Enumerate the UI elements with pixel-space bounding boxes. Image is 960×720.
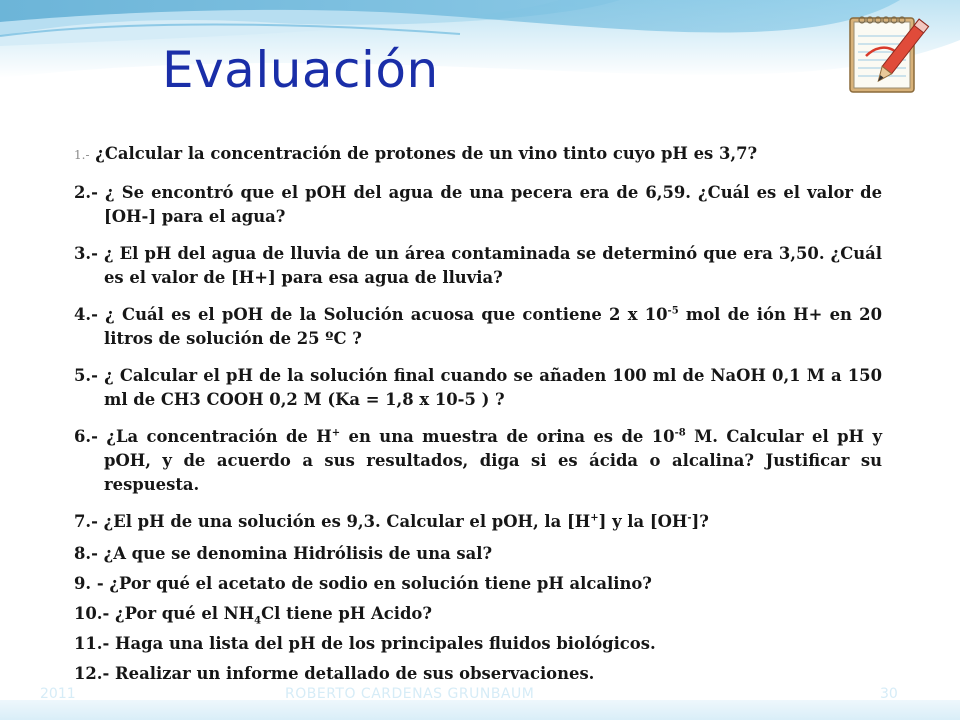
question-number: 1.-	[74, 148, 90, 162]
question-text: ¿ Calcular el pH de la solución final cuando se añaden 100 ml de NaOH 0,1 M a 150 ml de CH3 COOH 0,2 M (Ka = 1,8 x 10-5 ) ?	[104, 366, 882, 409]
question-text: Realizar un informe detallado de sus observaciones.	[115, 664, 595, 683]
question-text: ] y la [OH	[598, 512, 688, 531]
question-number: 11.-	[74, 634, 110, 653]
subscript: 4	[254, 615, 262, 627]
slide-title: Evaluación	[162, 41, 439, 99]
question-text: ¿ El pH del agua de lluvia de un área contaminada se determinó que era 3,50. ¿Cuál es el valor de [H+] para esa agua de lluvia?	[104, 244, 883, 287]
question-item	[74, 303, 882, 351]
question-number: 3.-	[74, 244, 98, 263]
question-item	[74, 542, 882, 566]
notepad-pencil-icon	[846, 10, 936, 98]
footer-year: 2011	[40, 686, 76, 702]
question-text: Cl tiene pH Acido?	[261, 604, 432, 623]
question-text: ¿ Se encontró que el pOH del agua de una pecera era de 6,59. ¿Cuál es el valor de [OH-] para el agua?	[104, 183, 882, 226]
question-text: ¿A que se denomina Hidrólisis de una sal?	[103, 544, 493, 563]
question-text: ¿La concentración de H	[106, 427, 332, 446]
footer-author: ROBERTO CARDENAS GRUNBAUM	[285, 686, 535, 702]
question-text: ¿Calcular la concentración de protones de un vino tinto cuyo pH es 3,7?	[95, 144, 758, 163]
superscript: +	[590, 512, 599, 524]
question-item	[74, 602, 882, 626]
question-number: 4.-	[74, 305, 98, 324]
question-text: Haga una lista del pH de los principales fluidos biológicos.	[115, 634, 656, 653]
question-text: en una muestra de orina es de 10	[340, 427, 675, 446]
superscript: -5	[667, 305, 679, 317]
question-item	[74, 632, 882, 656]
question-item	[74, 242, 882, 290]
footer-page-number: 30	[880, 686, 898, 702]
question-item	[74, 142, 882, 167]
question-item	[74, 364, 882, 412]
question-text: ¿Por qué el acetato de sodio en solución tiene pH alcalino?	[109, 574, 652, 593]
question-item	[74, 510, 882, 534]
superscript: -	[687, 512, 692, 524]
question-text: ¿Por qué el NH	[115, 604, 255, 623]
question-number: 5.-	[74, 366, 98, 385]
question-text: ¿El pH de una solución es 9,3. Calcular el pOH, la [H	[103, 512, 591, 531]
question-item	[74, 572, 882, 596]
question-number: 10.-	[74, 604, 110, 623]
question-text: ¿ Cuál es el pOH de la Solución acuosa que contiene 2 x 10	[105, 305, 668, 324]
question-item	[74, 425, 882, 497]
question-number: 2.-	[74, 183, 98, 202]
question-list	[74, 142, 882, 686]
footer	[0, 686, 960, 704]
question-number: 7.-	[74, 512, 98, 531]
question-text: M. Calcular el pH y pOH, y de acuerdo a sus resultados, diga si es ácida o alcalina? Justificar su respuesta.	[104, 427, 882, 494]
question-text: ]?	[691, 512, 709, 531]
question-number: 6.-	[74, 427, 98, 446]
superscript: +	[331, 427, 341, 439]
header-wave-decoration	[0, 0, 960, 150]
question-item	[74, 662, 882, 686]
question-item	[74, 181, 882, 229]
question-text: mol de ión H+ en 20 litros de solución de 25 ºC ?	[104, 305, 882, 348]
question-number: 9. -	[74, 574, 104, 593]
question-number: 12.-	[74, 664, 110, 683]
question-number: 8.-	[74, 544, 98, 563]
superscript: -8	[674, 427, 686, 439]
